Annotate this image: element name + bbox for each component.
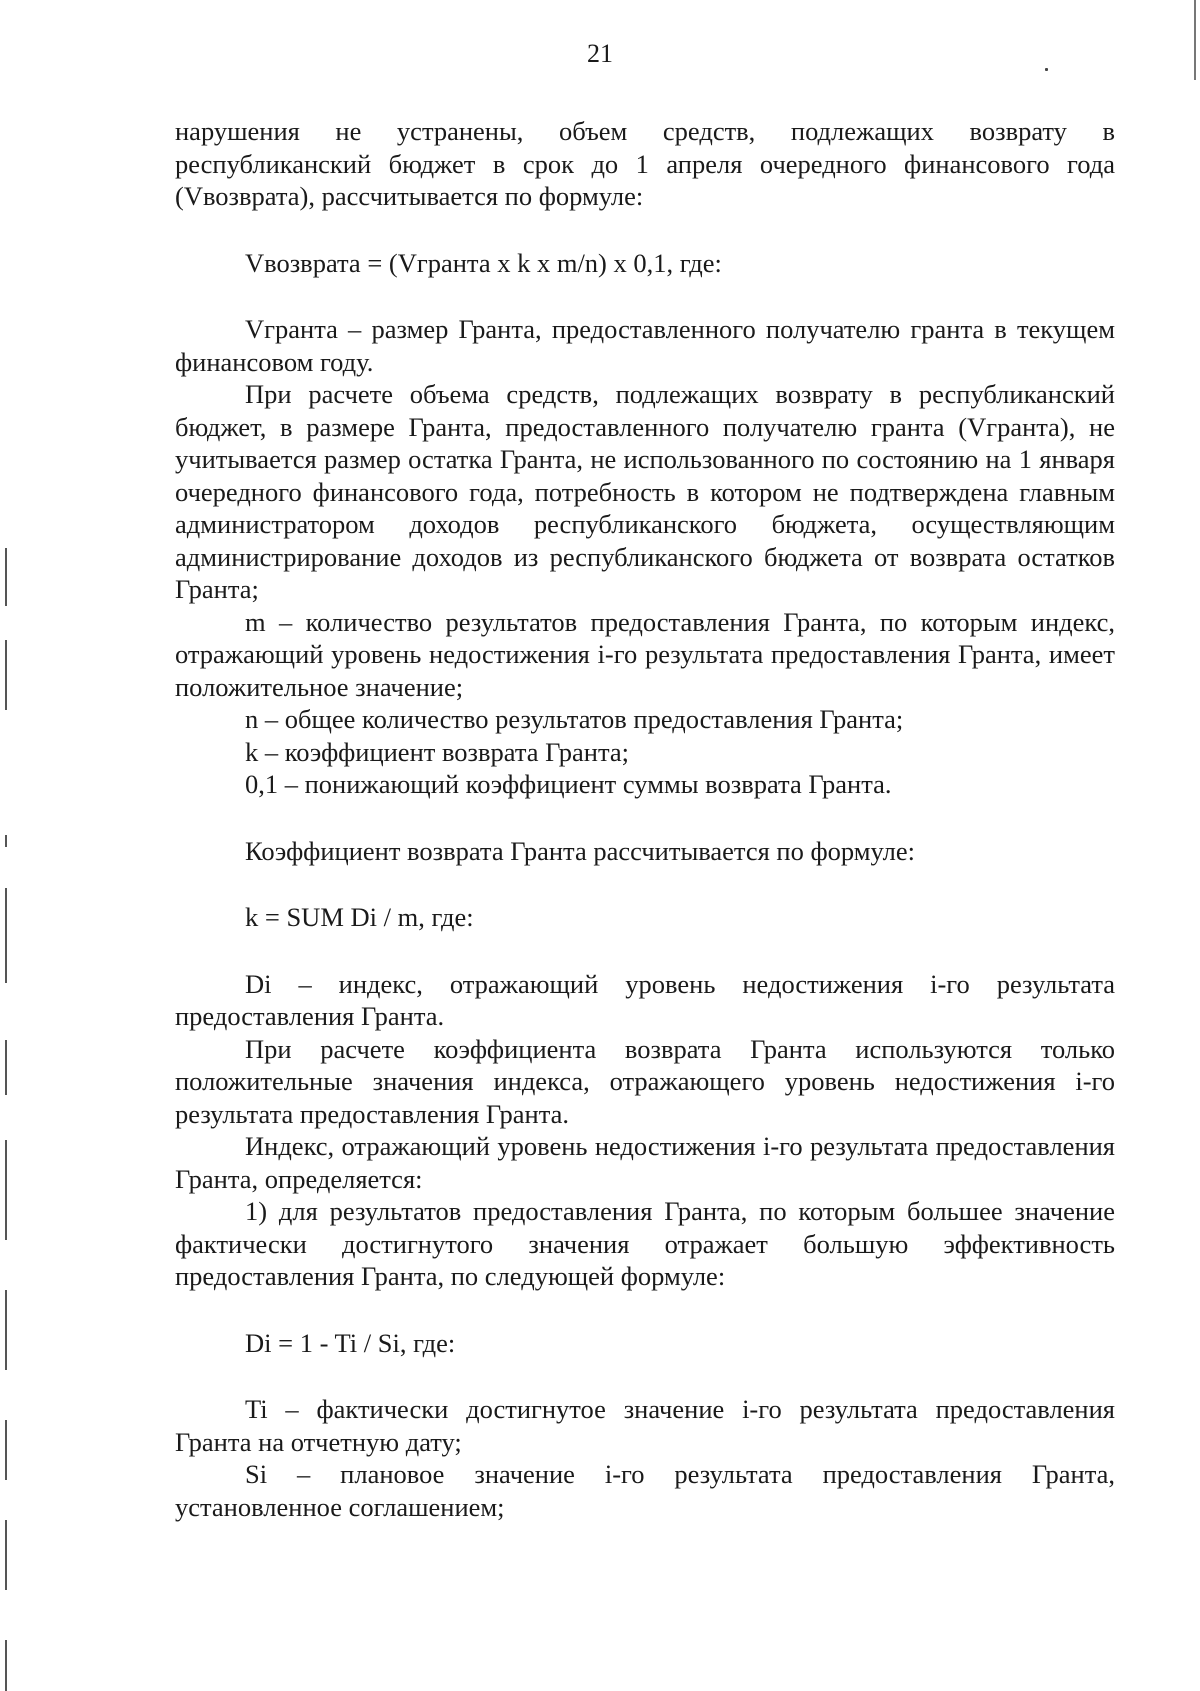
paragraph-positive-values: При расчете коэффициента возврата Гранта используются только положительные значения индекса, отражающего уровень недостижения i-го результата предоставления Гранта. <box>175 1033 1115 1129</box>
document-body <box>175 115 1115 1523</box>
formula-v-vozvrata: Vвозврата = (Vгранта х k х m/n) х 0,1, где: <box>245 247 722 278</box>
scan-mark <box>5 640 7 710</box>
page-number: 21 <box>587 39 613 68</box>
definition-k: k – коэффициент возврата Гранта; <box>245 736 630 767</box>
definition-coefficient: 0,1 – понижающий коэффициент суммы возврата Гранта. <box>245 769 892 799</box>
scan-mark <box>5 1040 7 1095</box>
right-edge-mark <box>1194 0 1196 80</box>
formula-k: k = SUM Di / m, где: <box>245 902 474 932</box>
scan-mark <box>5 888 7 983</box>
scan-mark <box>5 1520 7 1590</box>
scan-mark <box>5 835 7 847</box>
scan-mark <box>5 1290 7 1370</box>
paragraph-calculation-note: При расчете объема средств, подлежащих возврату в республиканский бюджет, в размере Гранта, предоставленного получателю гранта (Vгранта), не учитывается размер остатка Гранта, не использованного по состоянию на 1 января очередного финансового года, потребность в котором не подтверждена главным администратором доходов республиканского бюджета, осуществляющим администрирование доходов из республиканского бюджета от возврата остатков Гранта; <box>175 379 1115 604</box>
formula-di: Di = 1 - Ti / Si, где: <box>245 1327 456 1358</box>
definition-m: m – количество результатов предоставления Гранта, по которым индекс, отражающий уровень недостижения i-го результата предоставления Гранта, имеет положительное значение; <box>175 606 1115 702</box>
definition-ti: Ti – фактически достигнутое значение i-го результата предоставления Гранта на отчетную дату; <box>175 1394 1115 1457</box>
scan-dot <box>1045 68 1048 71</box>
paragraph-index-defined: Индекс, отражающий уровень недостижения i-го результата предоставления Гранта, определяется: <box>175 1131 1115 1194</box>
definition-di: Di – индекс, отражающий уровень недостижения i-го результата предоставления Гранта. <box>175 968 1115 1031</box>
paragraph-continuation: нарушения не устранены, объем средств, подлежащих возврату в республиканский бюджет в срок до 1 апреля очередного финансового года (Vвозврата), рассчитывается по формуле: <box>175 116 1115 211</box>
scan-mark <box>5 548 7 606</box>
definition-si: Si – плановое значение i-го результата предоставления Гранта, установленное соглашением; <box>175 1459 1115 1522</box>
scan-mark <box>5 1420 7 1480</box>
scan-mark <box>5 1140 7 1240</box>
paragraph-coefficient-intro: Коэффициент возврата Гранта рассчитывается по формуле: <box>245 835 915 866</box>
definition-v-granta: Vгранта – размер Гранта, предоставленного получателю гранта в текущем финансовом году. <box>175 314 1115 377</box>
paragraph-case-1: 1) для результатов предоставления Гранта, по которым большее значение фактически достигнутого значения отражает большую эффективность предоставления Гранта, по следующей формуле: <box>175 1196 1115 1291</box>
definition-n: n – общее количество результатов предоставления Гранта; <box>245 704 904 734</box>
scan-mark <box>5 1640 7 1691</box>
